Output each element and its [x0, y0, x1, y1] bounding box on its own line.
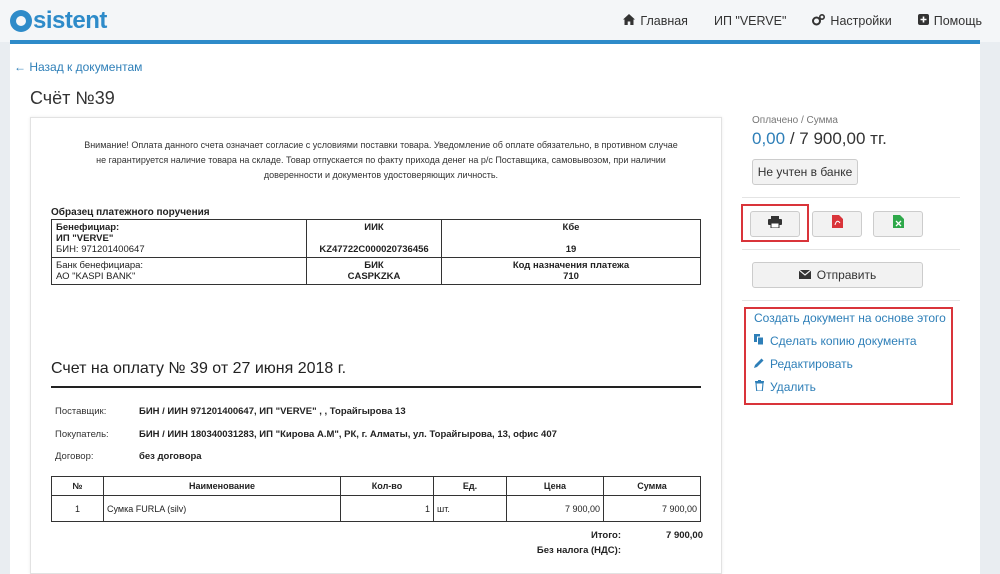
envelope-icon	[799, 268, 811, 282]
items-header-name: Наименование	[104, 477, 341, 496]
total-row	[511, 530, 703, 541]
items-header-price: Цена	[507, 477, 604, 496]
kbe-value: 19	[565, 244, 577, 255]
send-label: Отправить	[816, 268, 877, 282]
contract-label: Договор:	[55, 451, 94, 462]
logo-mark	[10, 10, 32, 32]
supplier-row	[55, 406, 406, 417]
table-row	[52, 496, 701, 522]
bank-name: АО "KASPI BANK"	[56, 271, 136, 282]
bik-value: CASPKZKA	[347, 271, 401, 282]
items-header-row	[52, 477, 701, 496]
bik-label: БИК	[364, 260, 384, 271]
payment-order-table	[51, 219, 701, 285]
items-header-qty: Кол-во	[341, 477, 434, 496]
sidebar-divider	[742, 197, 960, 198]
item-price: 7 900,00	[507, 496, 604, 522]
buyer-row	[55, 429, 557, 440]
payment-notice: Внимание! Оплата данного счета означает согласие с условиями поставки товара. Уведомление об оплате обязательно, в противном случае не гарантируется наличие товара на складе. Товар отпускается по факту прихода денег на р/с Поставщика, самовывозом, при наличии доверенности и документов удостоверяющих личность.	[84, 140, 678, 180]
items-header-sum: Сумма	[604, 477, 701, 496]
item-name: Сумка FURLA (silv)	[104, 496, 341, 522]
paid-label: Оплачено / Сумма	[752, 115, 838, 126]
nav-company[interactable]	[714, 14, 786, 28]
nav-settings[interactable]	[812, 14, 891, 29]
items-header-num: №	[52, 477, 104, 496]
iik-value: KZ47722C000020736456	[319, 244, 429, 255]
buyer-value: БИН / ИИН 180340031283, ИП "Кирова А.М", РК, г. Алматы, ул. Торайгырова, 13, офис 407	[139, 429, 557, 440]
logo-text: sistent	[33, 7, 107, 34]
total-sum-value: / 7 900,00 тг.	[785, 129, 887, 148]
items-table	[51, 476, 701, 522]
item-num: 1	[52, 496, 104, 522]
supplier-label: Поставщик:	[55, 406, 107, 417]
iik-label: ИИК	[364, 222, 384, 233]
create-based-document-label: Создать документ на основе этого	[754, 311, 946, 325]
page-title: Счёт №39	[30, 88, 115, 108]
beneficiary-cell	[52, 220, 307, 258]
beneficiary-label: Бенефициар:	[56, 222, 120, 233]
nav-home-label: Главная	[640, 14, 688, 28]
actions-highlight-box	[744, 307, 953, 405]
nav-settings-label: Настройки	[830, 14, 892, 28]
bank-status-button[interactable]	[752, 159, 858, 185]
buyer-label: Покупатель:	[55, 429, 109, 440]
invoice-title-divider	[51, 386, 701, 388]
top-bar	[0, 0, 1000, 42]
iik-cell	[307, 220, 442, 258]
item-sum: 7 900,00	[604, 496, 701, 522]
plus-square-icon	[918, 14, 929, 28]
paid-value[interactable]: 0,00	[752, 129, 786, 148]
excel-download-button[interactable]	[873, 211, 923, 237]
contract-value: без договора	[139, 451, 202, 462]
vat-value	[621, 545, 703, 556]
payment-code-cell	[442, 258, 701, 285]
nav-help-label: Помощь	[933, 14, 982, 28]
item-unit: шт.	[434, 496, 507, 522]
copy-document-label: Сделать копию документа	[770, 334, 917, 348]
pdf-file-icon	[832, 215, 843, 233]
nav-company-label: ИП "VERVE"	[713, 14, 787, 28]
edit-document-label: Редактировать	[770, 357, 853, 371]
vat-row	[511, 545, 703, 556]
bank-status-label: Не учтен в банке	[757, 165, 853, 179]
payment-code-value: 710	[563, 271, 579, 282]
bik-cell	[307, 258, 442, 285]
payment-code-label: Код назначения платежа	[512, 260, 630, 271]
beneficiary-name: ИП "VERVE"	[56, 233, 114, 244]
paid-amount	[752, 129, 887, 149]
excel-file-icon	[893, 215, 904, 233]
invoice-title: Счет на оплату № 39 от 27 июня 2018 г.	[51, 360, 347, 377]
home-icon	[623, 14, 635, 28]
gears-icon	[812, 14, 825, 29]
beneficiary-bin: БИН: 971201400647	[56, 244, 145, 255]
logo[interactable]	[10, 6, 107, 36]
items-header-unit: Ед.	[434, 477, 507, 496]
payment-sample-title: Образец платежного поручения	[51, 207, 210, 218]
nav-home[interactable]	[623, 14, 688, 28]
invoice-document	[30, 117, 722, 574]
item-qty: 1	[341, 496, 434, 522]
bank-label: Банк бенефициара:	[56, 260, 144, 271]
vat-label: Без налога (НДС):	[536, 545, 621, 556]
send-button[interactable]	[752, 262, 923, 288]
kbe-label: Кбе	[562, 222, 580, 233]
bank-cell	[52, 258, 307, 285]
sidebar-divider	[742, 249, 960, 250]
kbe-cell	[442, 220, 701, 258]
top-nav	[623, 0, 982, 42]
total-value: 7 900,00	[666, 530, 703, 541]
back-to-documents-link[interactable]: ← Назад к документам	[14, 60, 143, 74]
total-label: Итого:	[591, 530, 621, 541]
contract-row	[55, 451, 202, 462]
sidebar-divider	[742, 300, 960, 301]
supplier-value: БИН / ИИН 971201400647, ИП "VERVE" , , Торайгырова 13	[139, 406, 406, 417]
nav-help[interactable]	[918, 14, 982, 28]
pdf-download-button[interactable]	[812, 211, 862, 237]
delete-document-label: Удалить	[770, 380, 816, 394]
print-highlight-box	[741, 204, 809, 242]
